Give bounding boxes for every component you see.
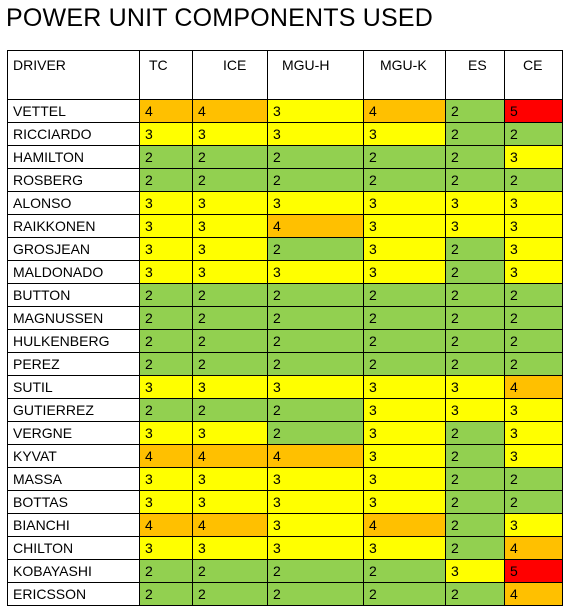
table-row xyxy=(8,422,563,445)
tc-count-cell: 2 xyxy=(140,583,193,606)
tc-count-cell: 3 xyxy=(140,238,193,261)
ce-count-cell: 5 xyxy=(505,560,563,583)
tc-count-cell: 4 xyxy=(140,445,193,468)
ice-count-cell: 3 xyxy=(193,238,268,261)
table-row xyxy=(8,330,563,353)
driver-name-cell: GUTIERREZ xyxy=(8,399,140,422)
ice-count-cell: 3 xyxy=(193,491,268,514)
driver-name-cell: SUTIL xyxy=(8,376,140,399)
mgu-h-count-cell: 3 xyxy=(268,468,364,491)
mgu-h-count-cell: 3 xyxy=(268,100,364,123)
mgu-h-count-cell: 2 xyxy=(268,169,364,192)
ce-count-cell: 3 xyxy=(505,215,563,238)
ice-count-cell: 4 xyxy=(193,445,268,468)
mgu-k-count-cell: 3 xyxy=(364,537,446,560)
mgu-k-count-cell: 2 xyxy=(364,330,446,353)
tc-count-cell: 3 xyxy=(140,537,193,560)
table-row xyxy=(8,192,563,215)
ce-count-cell: 3 xyxy=(505,146,563,169)
table-row xyxy=(8,560,563,583)
driver-name-cell: RICCIARDO xyxy=(8,123,140,146)
ice-count-cell: 2 xyxy=(193,330,268,353)
ice-count-cell: 3 xyxy=(193,468,268,491)
ice-count-cell: 3 xyxy=(193,261,268,284)
ce-count-cell: 4 xyxy=(505,376,563,399)
es-count-cell: 2 xyxy=(446,238,505,261)
driver-name-cell: VERGNE xyxy=(8,422,140,445)
es-count-cell: 2 xyxy=(446,146,505,169)
tc-count-cell: 2 xyxy=(140,330,193,353)
header-ice: ICE xyxy=(193,51,268,100)
table-row xyxy=(8,146,563,169)
tc-count-cell: 2 xyxy=(140,353,193,376)
table-row xyxy=(8,123,563,146)
mgu-h-count-cell: 3 xyxy=(268,123,364,146)
tc-count-cell: 3 xyxy=(140,123,193,146)
table-row xyxy=(8,399,563,422)
mgu-h-count-cell: 2 xyxy=(268,399,364,422)
tc-count-cell: 2 xyxy=(140,560,193,583)
mgu-k-count-cell: 3 xyxy=(364,445,446,468)
mgu-h-count-cell: 2 xyxy=(268,238,364,261)
table-row xyxy=(8,445,563,468)
es-count-cell: 2 xyxy=(446,468,505,491)
table-row xyxy=(8,468,563,491)
driver-name-cell: PEREZ xyxy=(8,353,140,376)
ice-count-cell: 2 xyxy=(193,307,268,330)
ce-count-cell: 2 xyxy=(505,307,563,330)
mgu-k-count-cell: 2 xyxy=(364,583,446,606)
table-row xyxy=(8,537,563,560)
es-count-cell: 2 xyxy=(446,537,505,560)
es-count-cell: 2 xyxy=(446,330,505,353)
ce-count-cell: 5 xyxy=(505,100,563,123)
ce-count-cell: 3 xyxy=(505,422,563,445)
mgu-k-count-cell: 2 xyxy=(364,146,446,169)
table-row xyxy=(8,491,563,514)
table-body xyxy=(8,100,563,606)
ce-count-cell: 3 xyxy=(505,514,563,537)
tc-count-cell: 3 xyxy=(140,376,193,399)
tc-count-cell: 4 xyxy=(140,514,193,537)
mgu-h-count-cell: 3 xyxy=(268,261,364,284)
es-count-cell: 3 xyxy=(446,560,505,583)
tc-count-cell: 2 xyxy=(140,169,193,192)
ce-count-cell: 2 xyxy=(505,330,563,353)
ice-count-cell: 4 xyxy=(193,100,268,123)
mgu-h-count-cell: 4 xyxy=(268,445,364,468)
mgu-k-count-cell: 4 xyxy=(364,100,446,123)
es-count-cell: 2 xyxy=(446,307,505,330)
es-count-cell: 2 xyxy=(446,583,505,606)
mgu-k-count-cell: 3 xyxy=(364,491,446,514)
tc-count-cell: 2 xyxy=(140,399,193,422)
es-count-cell: 3 xyxy=(446,215,505,238)
mgu-h-count-cell: 3 xyxy=(268,514,364,537)
tc-count-cell: 2 xyxy=(140,284,193,307)
driver-name-cell: MAGNUSSEN xyxy=(8,307,140,330)
table-row xyxy=(8,261,563,284)
ice-count-cell: 3 xyxy=(193,123,268,146)
es-count-cell: 2 xyxy=(446,169,505,192)
ice-count-cell: 3 xyxy=(193,376,268,399)
table-row xyxy=(8,307,563,330)
mgu-h-count-cell: 3 xyxy=(268,192,364,215)
mgu-h-count-cell: 2 xyxy=(268,583,364,606)
driver-name-cell: KOBAYASHI xyxy=(8,560,140,583)
tc-count-cell: 2 xyxy=(140,307,193,330)
driver-name-cell: VETTEL xyxy=(8,100,140,123)
ce-count-cell: 2 xyxy=(505,491,563,514)
header-mgu-k: MGU-K xyxy=(364,51,446,100)
table-row xyxy=(8,215,563,238)
es-count-cell: 2 xyxy=(446,100,505,123)
table-row xyxy=(8,238,563,261)
header-driver: DRIVER xyxy=(8,51,140,100)
header-row xyxy=(8,51,563,100)
ice-count-cell: 2 xyxy=(193,284,268,307)
mgu-k-count-cell: 3 xyxy=(364,238,446,261)
header-tc: TC xyxy=(140,51,193,100)
mgu-k-count-cell: 3 xyxy=(364,376,446,399)
ice-count-cell: 2 xyxy=(193,146,268,169)
ce-count-cell: 4 xyxy=(505,583,563,606)
table-row xyxy=(8,514,563,537)
mgu-k-count-cell: 4 xyxy=(364,514,446,537)
mgu-k-count-cell: 2 xyxy=(364,284,446,307)
tc-count-cell: 3 xyxy=(140,192,193,215)
mgu-k-count-cell: 3 xyxy=(364,399,446,422)
driver-name-cell: MASSA xyxy=(8,468,140,491)
mgu-h-count-cell: 2 xyxy=(268,560,364,583)
mgu-k-count-cell: 2 xyxy=(364,560,446,583)
mgu-k-count-cell: 2 xyxy=(364,169,446,192)
ice-count-cell: 3 xyxy=(193,215,268,238)
driver-name-cell: BUTTON xyxy=(8,284,140,307)
ice-count-cell: 2 xyxy=(193,169,268,192)
driver-name-cell: HAMILTON xyxy=(8,146,140,169)
es-count-cell: 2 xyxy=(446,514,505,537)
ce-count-cell: 2 xyxy=(505,284,563,307)
ce-count-cell: 4 xyxy=(505,537,563,560)
es-count-cell: 2 xyxy=(446,422,505,445)
table-row xyxy=(8,169,563,192)
header-mgu-h: MGU-H xyxy=(268,51,364,100)
es-count-cell: 3 xyxy=(446,192,505,215)
mgu-h-count-cell: 2 xyxy=(268,422,364,445)
ice-count-cell: 2 xyxy=(193,583,268,606)
tc-count-cell: 2 xyxy=(140,146,193,169)
table-row xyxy=(8,353,563,376)
es-count-cell: 3 xyxy=(446,376,505,399)
ice-count-cell: 3 xyxy=(193,192,268,215)
ce-count-cell: 3 xyxy=(505,399,563,422)
table-row xyxy=(8,100,563,123)
driver-name-cell: CHILTON xyxy=(8,537,140,560)
ce-count-cell: 2 xyxy=(505,468,563,491)
tc-count-cell: 3 xyxy=(140,215,193,238)
es-count-cell: 3 xyxy=(446,399,505,422)
tc-count-cell: 3 xyxy=(140,422,193,445)
es-count-cell: 2 xyxy=(446,491,505,514)
mgu-k-count-cell: 3 xyxy=(364,215,446,238)
table-row xyxy=(8,583,563,606)
mgu-k-count-cell: 2 xyxy=(364,353,446,376)
es-count-cell: 2 xyxy=(446,353,505,376)
ce-count-cell: 2 xyxy=(505,169,563,192)
mgu-k-count-cell: 2 xyxy=(364,307,446,330)
header-ce: CE xyxy=(505,51,563,100)
es-count-cell: 2 xyxy=(446,261,505,284)
driver-name-cell: BOTTAS xyxy=(8,491,140,514)
page-title: POWER UNIT COMPONENTS USED xyxy=(6,4,433,32)
driver-name-cell: RAIKKONEN xyxy=(8,215,140,238)
es-count-cell: 2 xyxy=(446,284,505,307)
driver-name-cell: ALONSO xyxy=(8,192,140,215)
mgu-h-count-cell: 4 xyxy=(268,215,364,238)
driver-name-cell: ERICSSON xyxy=(8,583,140,606)
driver-name-cell: HULKENBERG xyxy=(8,330,140,353)
driver-name-cell: KYVAT xyxy=(8,445,140,468)
ce-count-cell: 2 xyxy=(505,123,563,146)
mgu-h-count-cell: 2 xyxy=(268,146,364,169)
es-count-cell: 2 xyxy=(446,123,505,146)
ce-count-cell: 3 xyxy=(505,238,563,261)
driver-name-cell: ROSBERG xyxy=(8,169,140,192)
tc-count-cell: 3 xyxy=(140,491,193,514)
header-es: ES xyxy=(446,51,505,100)
table-row xyxy=(8,284,563,307)
mgu-k-count-cell: 3 xyxy=(364,468,446,491)
mgu-h-count-cell: 3 xyxy=(268,537,364,560)
ice-count-cell: 2 xyxy=(193,560,268,583)
ice-count-cell: 3 xyxy=(193,537,268,560)
mgu-k-count-cell: 3 xyxy=(364,261,446,284)
table-row xyxy=(8,376,563,399)
tc-count-cell: 3 xyxy=(140,468,193,491)
mgu-k-count-cell: 3 xyxy=(364,422,446,445)
ce-count-cell: 3 xyxy=(505,261,563,284)
ice-count-cell: 4 xyxy=(193,514,268,537)
driver-name-cell: MALDONADO xyxy=(8,261,140,284)
ce-count-cell: 3 xyxy=(505,192,563,215)
ice-count-cell: 2 xyxy=(193,399,268,422)
tc-count-cell: 4 xyxy=(140,100,193,123)
components-table xyxy=(7,50,563,606)
mgu-h-count-cell: 2 xyxy=(268,307,364,330)
mgu-h-count-cell: 3 xyxy=(268,491,364,514)
mgu-h-count-cell: 2 xyxy=(268,330,364,353)
ice-count-cell: 3 xyxy=(193,422,268,445)
es-count-cell: 2 xyxy=(446,445,505,468)
ice-count-cell: 2 xyxy=(193,353,268,376)
mgu-h-count-cell: 2 xyxy=(268,353,364,376)
mgu-k-count-cell: 3 xyxy=(364,192,446,215)
mgu-k-count-cell: 3 xyxy=(364,123,446,146)
ce-count-cell: 3 xyxy=(505,445,563,468)
driver-name-cell: BIANCHI xyxy=(8,514,140,537)
ce-count-cell: 2 xyxy=(505,353,563,376)
mgu-h-count-cell: 3 xyxy=(268,376,364,399)
driver-name-cell: GROSJEAN xyxy=(8,238,140,261)
tc-count-cell: 3 xyxy=(140,261,193,284)
mgu-h-count-cell: 2 xyxy=(268,284,364,307)
